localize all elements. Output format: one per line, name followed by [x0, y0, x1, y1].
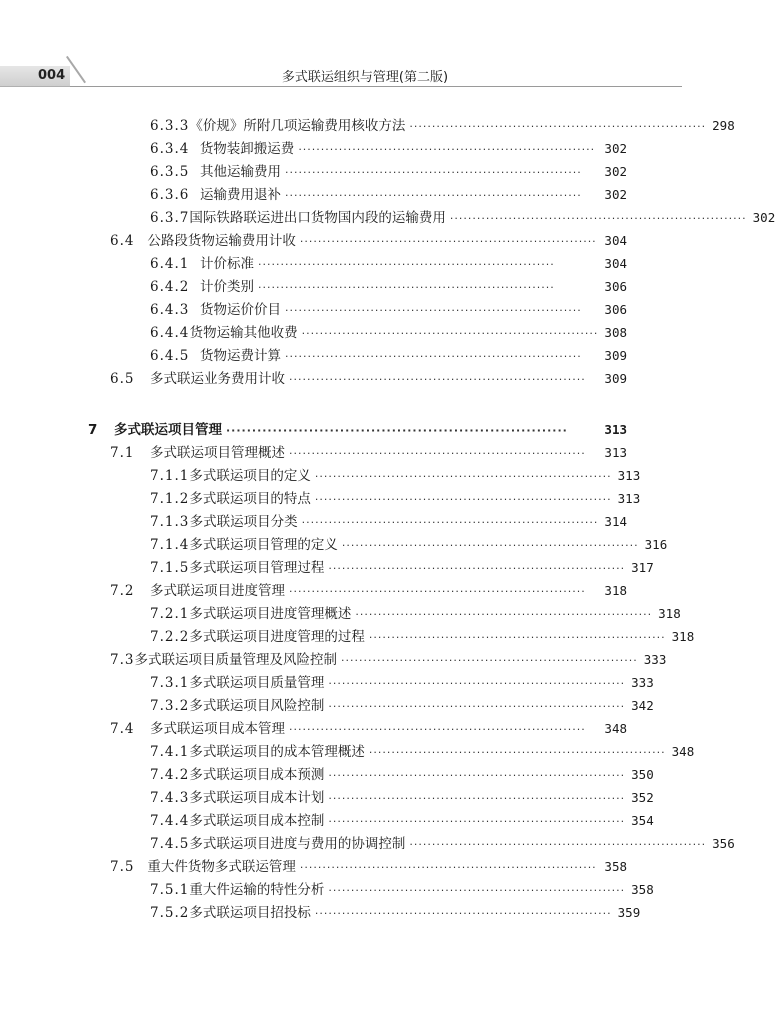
toc-entry[interactable]: 7.4.2 多式联运项目成本预测 ·································································· 350	[150, 767, 654, 783]
toc-entry[interactable]: 7.3.1 多式联运项目质量管理 ·································································· 333	[150, 675, 654, 691]
toc-entry[interactable]: 7.4.3 多式联运项目成本计划 ·································································· 352	[150, 790, 654, 806]
toc-entry[interactable]: 6.3.3 《价规》所附几项运输费用核收方法 ·································································· 298	[150, 118, 735, 134]
toc-entry[interactable]: 6.3.6 运输费用退补 ·································································· 302	[150, 187, 627, 203]
toc-entry[interactable]: 7.1.5 多式联运项目管理过程 ·································································· 317	[150, 560, 654, 576]
toc-section-entry[interactable]: 7.4 多式联运项目成本管理 ·································································· 348	[110, 721, 627, 737]
toc-entry[interactable]: 7.1.2 多式联运项目的特点 ·································································· 313	[150, 491, 641, 507]
toc-entry[interactable]: 7.4.5 多式联运项目进度与费用的协调控制 ·································································· 356	[150, 836, 735, 852]
toc-entry[interactable]: 6.4.4 货物运输其他收费 ·································································· 308	[150, 325, 627, 341]
toc-section-entry[interactable]: 6.4 公路段货物运输费用计收 ·································································· 304	[110, 233, 627, 249]
running-title: 多式联运组织与管理(第二版)	[281, 70, 449, 85]
toc-entry[interactable]: 7.5.2 多式联运项目招投标 ·································································· 359	[150, 905, 641, 921]
toc-section-entry[interactable]: 7.3 多式联运项目质量管理及风险控制 ·································································· 333	[110, 652, 667, 668]
toc-entry[interactable]: 7.1.4 多式联运项目管理的定义 ·································································· 316	[150, 537, 668, 553]
toc-chapter-entry[interactable]: 7 多式联运项目管理 ·································································· 313	[88, 422, 627, 438]
toc-entry[interactable]: 6.3.7 国际铁路联运进出口货物国内段的运输费用 ·································································· 302	[150, 210, 775, 226]
page-header	[0, 0, 730, 90]
toc-entry[interactable]: 6.4.5 货物运费计算 ·································································· 309	[150, 348, 627, 364]
toc-entry[interactable]: 7.4.1 多式联运项目的成本管理概述 ·································································· 348	[150, 744, 695, 760]
toc-entry[interactable]: 6.4.3 货物运价价目 ·································································· 306	[150, 302, 627, 318]
toc-entry[interactable]: 7.1.3 多式联运项目分类 ·································································· 314	[150, 514, 627, 530]
toc-entry[interactable]: 7.2.1 多式联运项目进度管理概述 ·································································· 318	[150, 606, 681, 622]
toc-section-entry[interactable]: 7.1 多式联运项目管理概述 ·································································· 313	[110, 445, 627, 461]
toc-entry[interactable]: 7.4.4 多式联运项目成本控制 ·································································· 354	[150, 813, 654, 829]
toc-entry[interactable]: 7.3.2 多式联运项目风险控制 ·································································· 342	[150, 698, 654, 714]
toc-section-entry[interactable]: 6.5 多式联运业务费用计收 ·································································· 309	[110, 371, 627, 387]
toc-entry[interactable]: 7.5.1 重大件运输的特性分析 ·································································· 358	[150, 882, 654, 898]
toc-section-entry[interactable]: 7.5 重大件货物多式联运管理 ·································································· 358	[110, 859, 627, 875]
toc-entry[interactable]: 6.3.4 货物装卸搬运费 ·································································· 302	[150, 141, 627, 157]
toc-section-entry[interactable]: 7.2 多式联运项目进度管理 ·································································· 318	[110, 583, 627, 599]
toc-entry[interactable]: 7.1.1 多式联运项目的定义 ·································································· 313	[150, 468, 641, 484]
toc-entry[interactable]: 6.4.1 计价标准 ·································································· 304	[150, 256, 627, 272]
toc-entry[interactable]: 6.4.2 计价类别 ·································································· 306	[150, 279, 627, 295]
page-number: 004	[38, 68, 66, 83]
toc-entry[interactable]: 6.3.5 其他运输费用 ·································································· 302	[150, 164, 627, 180]
header-rule	[70, 86, 682, 87]
toc-entry[interactable]: 7.2.2 多式联运项目进度管理的过程 ·································································· 318	[150, 629, 695, 645]
